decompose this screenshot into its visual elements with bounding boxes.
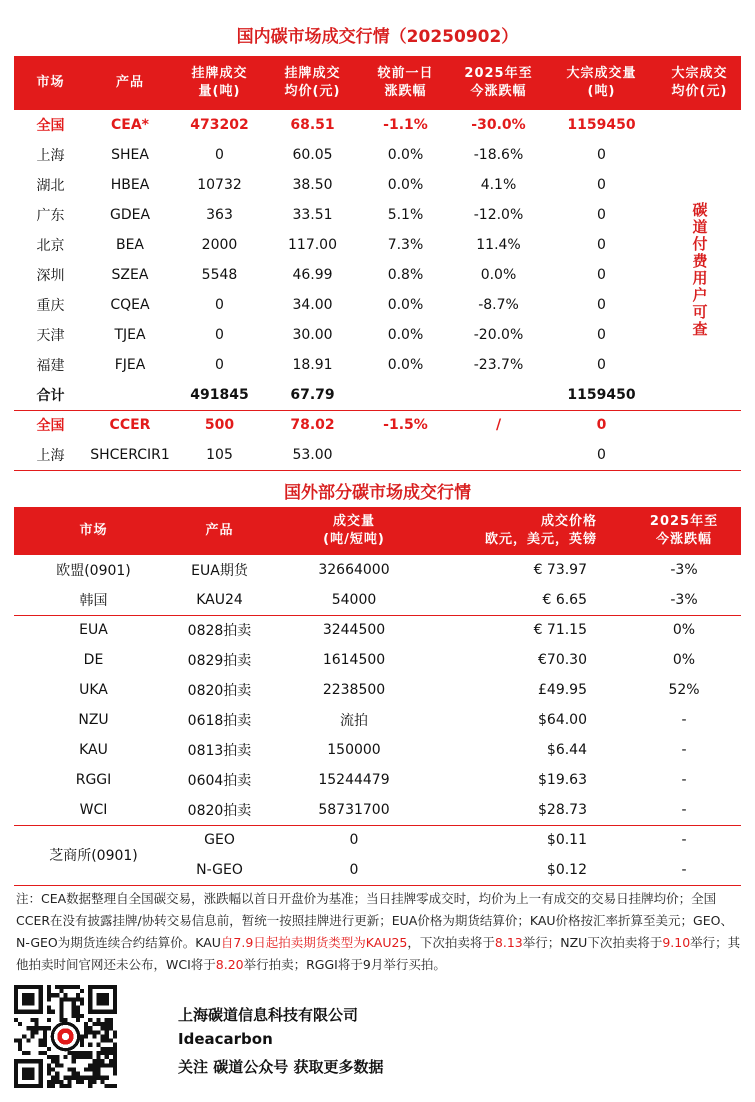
cell-ytd: 0.0% xyxy=(480,267,517,283)
cell-ytd: -3% xyxy=(670,562,698,578)
side-note-text: 碳道付费用户可查 xyxy=(690,202,709,338)
cell-market: 重庆 xyxy=(36,298,65,314)
cell-product: FJEA xyxy=(114,357,146,373)
cell-bulk: 0 xyxy=(545,440,658,470)
cell-price: $28.73 xyxy=(442,795,627,825)
cell-market: 韩国 xyxy=(14,585,173,615)
cell-market: 福建 xyxy=(36,358,65,374)
cell-ytd xyxy=(452,440,545,470)
note-text: 举行；其他拍卖时间官网还未公布，WCI将于 xyxy=(16,935,741,972)
qr-code-icon xyxy=(14,985,117,1088)
cell-volume: 15244479 xyxy=(318,772,390,788)
cell-bulk: 0 xyxy=(597,207,606,223)
note-text: 举行；NZU下次拍卖将于 xyxy=(522,935,663,950)
header-cell: 产品 xyxy=(87,56,173,110)
cell-product: GEO xyxy=(204,832,235,849)
header-cell: 产品 xyxy=(173,507,266,555)
cell-empty xyxy=(87,380,173,410)
cell-market: RGGI xyxy=(75,772,112,788)
foreign-table xyxy=(14,507,741,886)
slogan: 关注 碳道公众号 获取更多数据 xyxy=(178,1058,384,1076)
note-text: 注：CEA数据整理自全国碳交易，涨跌幅以首日开盘价为基准；当日挂牌零成交时，均价为上一有成交的交易日挂牌均价；全国CCER在没有披露挂牌/协转交易信息前，暂统一按照挂牌进行更新；EUA价格为期货结算价；KAU价格按汇率折算至美元；GEO、N-GEO为期货连续合约结算价。KAU xyxy=(16,891,733,950)
table-row xyxy=(14,615,741,645)
note-highlight: 自7.9日起拍卖期货类型为KAU25 xyxy=(220,935,408,950)
cell-market: 欧盟(0901) xyxy=(56,563,131,579)
cell-bulk: 0 xyxy=(597,237,606,253)
header-cell: 大宗成交量 (吨) xyxy=(545,56,658,110)
cell-market: 芝商所(0901) xyxy=(14,825,173,885)
cell-volume: 0 xyxy=(349,832,359,849)
cell-daily: 0.8% xyxy=(387,267,424,283)
cell-price: $64.00 xyxy=(538,712,587,728)
cell-product: 0828拍卖 xyxy=(187,623,252,640)
header-cell: 大宗成交 均价(元) xyxy=(658,56,741,110)
cell-ytd: - xyxy=(627,855,741,885)
header-cell: 市场 xyxy=(14,507,173,555)
total-price: 67.79 xyxy=(290,386,335,403)
cell-price: 60.05 xyxy=(292,147,333,163)
cell-product: 0829拍卖 xyxy=(187,653,252,669)
cell-volume: 0 xyxy=(215,297,224,313)
table-row xyxy=(14,140,741,170)
header-cell: 成交量 (吨/短吨) xyxy=(266,507,442,555)
header-cell: 挂牌成交 均价(元) xyxy=(266,56,359,110)
header-cell: 2025年至 今涨跌幅 xyxy=(627,507,741,555)
cell-volume: 0 xyxy=(266,855,442,885)
cell-product: BEA xyxy=(115,237,145,253)
cell-bulk-price xyxy=(658,440,741,470)
header-cell: 挂牌成交 量(吨) xyxy=(173,56,266,110)
cell-volume: 500 xyxy=(173,410,266,440)
table-row xyxy=(14,645,741,675)
note-text: ，下次拍卖将于 xyxy=(407,935,495,950)
cell-price: € 71.15 xyxy=(533,622,587,639)
cell-ytd: - xyxy=(681,832,687,849)
cell-volume: 流拍 xyxy=(340,713,368,729)
cell-product: N-GEO xyxy=(173,855,266,885)
foreign-header-row xyxy=(14,507,741,555)
cell-bulk: 0 xyxy=(597,177,606,193)
cell-volume: 473202 xyxy=(190,117,249,133)
cell-ytd: 52% xyxy=(668,682,700,698)
cell-ytd: 11.4% xyxy=(476,237,521,253)
cell-product: SZEA xyxy=(111,267,149,283)
cell-price: 46.99 xyxy=(292,267,333,283)
table-row xyxy=(14,350,741,380)
table-row xyxy=(14,170,741,200)
table-row xyxy=(14,290,741,320)
cell-price: 117.00 xyxy=(288,237,337,253)
cell-daily: 0.0% xyxy=(387,177,424,193)
note-text: 举行拍卖；RGGI将于9月举行买拍。 xyxy=(243,957,446,972)
table-row xyxy=(14,230,741,260)
cell-market: 天津 xyxy=(36,328,65,344)
table-row xyxy=(14,110,741,140)
domestic-title: 国内碳市场成交行情（20250902） xyxy=(236,27,519,47)
note-highlight: 9.10 xyxy=(662,935,691,950)
cell-daily: 0.0% xyxy=(387,147,424,163)
cell-ytd: - xyxy=(681,772,687,788)
cell-bulk-price xyxy=(658,410,741,440)
domestic-table xyxy=(14,56,741,471)
cell-ytd: - xyxy=(627,795,741,825)
cell-market: KAU xyxy=(79,742,108,758)
cell-ytd: - xyxy=(681,712,687,728)
cell-price: 78.02 xyxy=(266,410,359,440)
table-row xyxy=(14,825,741,855)
cell-product: 0813拍卖 xyxy=(187,743,252,759)
cell-market: 广东 xyxy=(36,208,65,224)
table-row xyxy=(14,795,741,825)
cell-product: 0618拍卖 xyxy=(187,713,252,729)
cell-price: £49.95 xyxy=(538,682,587,698)
table-row xyxy=(14,675,741,705)
cell-volume: 0 xyxy=(215,357,224,373)
cell-product: SHCERCIR1 xyxy=(87,440,173,470)
table-row xyxy=(14,555,741,585)
cell-daily: 5.1% xyxy=(387,207,424,223)
cell-market: 北京 xyxy=(36,238,65,254)
cell-product: CEA* xyxy=(111,117,149,133)
cell-ytd: -12.0% xyxy=(473,207,524,223)
cell-ytd: - xyxy=(681,742,687,758)
cell-ytd: -8.7% xyxy=(478,297,519,313)
company-name: 上海碳道信息科技有限公司 xyxy=(178,1006,359,1024)
table-row xyxy=(14,585,741,615)
cell-volume: 2000 xyxy=(201,237,238,253)
cell-price: $6.44 xyxy=(546,742,587,758)
cell-price: $19.63 xyxy=(538,772,587,788)
cell-volume: 5548 xyxy=(201,267,238,283)
cell-daily: 0.0% xyxy=(387,327,424,343)
cell-bulk: 1159450 xyxy=(567,117,636,133)
cell-product: 0820拍卖 xyxy=(173,795,266,825)
cell-volume: 150000 xyxy=(327,742,381,758)
note-highlight: 8.13 xyxy=(494,935,523,950)
cell-price: 68.51 xyxy=(290,117,335,133)
table-row xyxy=(14,410,741,440)
cell-product: SHEA xyxy=(111,147,149,163)
table-row xyxy=(14,440,741,470)
cell-product: EUA期货 xyxy=(191,563,248,579)
total-label: 合计 xyxy=(36,387,65,404)
table-row xyxy=(14,260,741,290)
cell-ytd: -3% xyxy=(627,585,741,615)
cell-market: 深圳 xyxy=(36,268,65,284)
cell-ytd: -18.6% xyxy=(473,147,524,163)
cell-empty xyxy=(452,380,545,410)
cell-volume: 105 xyxy=(173,440,266,470)
cell-market: EUA xyxy=(79,622,108,639)
cell-product: KAU24 xyxy=(173,585,266,615)
table-row xyxy=(14,735,741,765)
cell-volume: 10732 xyxy=(197,177,242,193)
cell-product: GDEA xyxy=(109,207,151,223)
footnote xyxy=(16,888,742,976)
cell-price: 30.00 xyxy=(292,327,333,343)
cell-price: 34.00 xyxy=(292,297,333,313)
cell-market: WCI xyxy=(14,795,173,825)
cell-daily xyxy=(359,440,452,470)
cell-market: 上海 xyxy=(14,440,87,470)
cell-product: HBEA xyxy=(110,177,150,193)
cell-product: 0820拍卖 xyxy=(187,683,252,699)
header-cell: 市场 xyxy=(14,56,87,110)
cell-market: UKA xyxy=(79,682,108,698)
cell-volume: 32664000 xyxy=(318,562,390,578)
table-row xyxy=(14,200,741,230)
cell-product: TJEA xyxy=(114,327,146,343)
cell-market: 上海 xyxy=(36,148,65,164)
cell-volume: 363 xyxy=(206,207,233,223)
cell-product: CQEA xyxy=(110,297,150,313)
cell-product: 0604拍卖 xyxy=(187,773,252,789)
cell-market: NZU xyxy=(78,712,109,728)
cell-daily: 0.0% xyxy=(387,297,424,313)
cell-market: 湖北 xyxy=(36,178,65,194)
cell-product: CCER xyxy=(87,410,173,440)
cell-price: € 6.65 xyxy=(442,585,627,615)
cell-bulk: 0 xyxy=(597,327,606,343)
cell-market: DE xyxy=(83,652,104,668)
cell-market: 全国 xyxy=(14,410,87,440)
cell-volume: 0 xyxy=(215,147,224,163)
cell-daily: 7.3% xyxy=(387,237,424,253)
cell-ytd: 0% xyxy=(672,622,696,639)
cell-daily: -1.5% xyxy=(359,410,452,440)
cell-ytd: 0% xyxy=(672,652,696,668)
header-cell: 成交价格 欧元，美元，英镑 xyxy=(442,507,627,555)
side-note xyxy=(658,110,741,410)
brand-name: Ideacarbon xyxy=(178,1030,273,1048)
cell-ytd: 4.1% xyxy=(480,177,517,193)
foreign-title: 国外部分碳市场成交行情 xyxy=(284,483,471,503)
cell-daily: 0.0% xyxy=(387,357,424,373)
cell-price: 38.50 xyxy=(292,177,333,193)
total-volume: 491845 xyxy=(190,386,249,403)
cell-ytd: -30.0% xyxy=(471,117,526,133)
cell-bulk: 0 xyxy=(597,357,606,373)
cell-bulk: 0 xyxy=(545,410,658,440)
cell-volume: 58731700 xyxy=(266,795,442,825)
cell-bulk: 0 xyxy=(597,297,606,313)
cell-price: €70.30 xyxy=(538,652,587,668)
total-row xyxy=(14,380,741,410)
cell-ytd: -23.7% xyxy=(473,357,524,373)
header-cell: 2025年至 今涨跌幅 xyxy=(452,56,545,110)
cell-price: $0.11 xyxy=(546,832,587,849)
cell-price: 18.91 xyxy=(292,357,333,373)
domestic-header-row xyxy=(14,56,741,110)
cell-volume: 2238500 xyxy=(322,682,386,698)
note-highlight: 8.20 xyxy=(215,957,244,972)
cell-daily: -1.1% xyxy=(383,117,428,133)
cell-volume: 3244500 xyxy=(322,622,386,639)
table-row xyxy=(14,765,741,795)
cell-price: 33.51 xyxy=(292,207,333,223)
cell-price: € 73.97 xyxy=(533,562,587,578)
cell-bulk: 0 xyxy=(597,267,606,283)
cell-price: $0.12 xyxy=(442,855,627,885)
cell-ytd: / xyxy=(452,410,545,440)
cell-volume: 1614500 xyxy=(322,652,386,668)
cell-bulk: 0 xyxy=(597,147,606,163)
cell-market: 全国 xyxy=(36,118,65,134)
header-cell: 较前一日 涨跌幅 xyxy=(359,56,452,110)
table-row xyxy=(14,705,741,735)
cell-price: 53.00 xyxy=(266,440,359,470)
cell-volume: 0 xyxy=(215,327,224,343)
table-row xyxy=(14,320,741,350)
total-bulk: 1159450 xyxy=(567,386,636,403)
cell-empty xyxy=(359,380,452,410)
cell-volume: 54000 xyxy=(266,585,442,615)
cell-ytd: -20.0% xyxy=(473,327,524,343)
